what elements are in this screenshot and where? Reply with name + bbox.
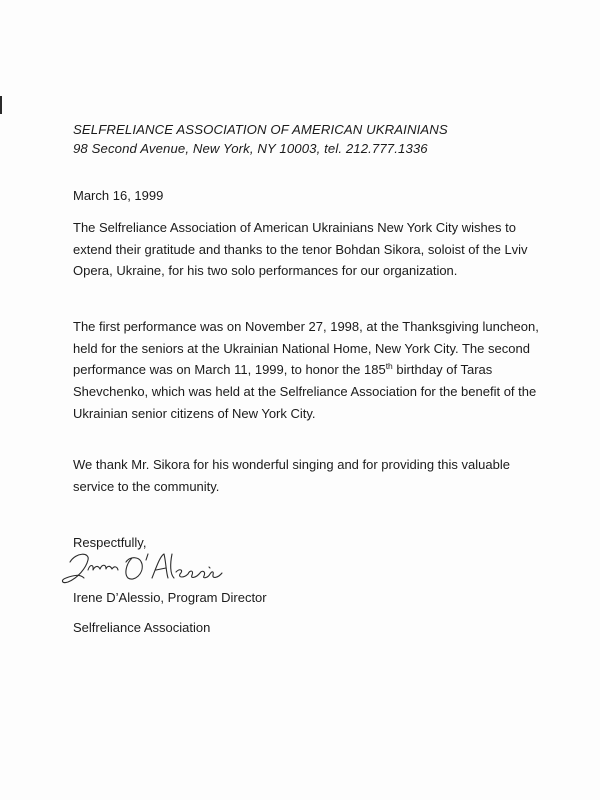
handwritten-signature bbox=[60, 548, 230, 592]
paragraph-line: held for the seniors at the Ukrainian National Home, New York City. The second bbox=[73, 340, 530, 356]
paragraph-performances bbox=[73, 316, 593, 425]
paragraph-line-segment: birthday of Taras bbox=[392, 362, 493, 378]
letterhead bbox=[73, 120, 573, 158]
paragraph-line-segment: performance was on March 11, 1999, to honor the 185 bbox=[73, 362, 386, 378]
paragraph-line: The first performance was on November 27, 1998, at the Thanksgiving luncheon, bbox=[73, 319, 539, 334]
paragraph-gratitude bbox=[73, 217, 593, 282]
scan-edge-mark bbox=[0, 96, 2, 114]
paragraph-line: Ukrainian senior citizens of New York City. bbox=[73, 405, 316, 421]
ordinal-suffix: th bbox=[385, 361, 393, 372]
paragraph-line: extend their gratitude and thanks to the tenor Bohdan Sikora, soloist of the Lviv bbox=[73, 241, 528, 257]
paragraph-line: Shevchenko, which was held at the Selfreliance Association for the benefit of the bbox=[73, 384, 537, 400]
paragraph-line: Opera, Ukraine, for his two solo performances for our organization. bbox=[73, 263, 458, 279]
paragraph-thanks bbox=[73, 454, 593, 497]
letterhead-org-name: SELFRELIANCE ASSOCIATION OF AMERICAN UKRAINIANS bbox=[73, 122, 448, 137]
letterhead-address: 98 Second Avenue, New York, NY 10003, tel. 212.777.1336 bbox=[73, 141, 428, 156]
paragraph-line: service to the community. bbox=[73, 478, 220, 494]
signer-name-title: Irene D’Alessio, Program Director bbox=[73, 590, 267, 605]
letter-date: March 16, 1999 bbox=[73, 188, 164, 203]
paragraph-line: The Selfreliance Association of American Ukrainians New York City wishes to bbox=[73, 220, 516, 235]
closing-salutation: Respectfully, bbox=[73, 535, 147, 550]
paragraph-line bbox=[73, 359, 593, 381]
signer-organization: Selfreliance Association bbox=[73, 620, 211, 635]
paragraph-line: We thank Mr. Sikora for his wonderful singing and for providing this valuable bbox=[73, 457, 510, 472]
